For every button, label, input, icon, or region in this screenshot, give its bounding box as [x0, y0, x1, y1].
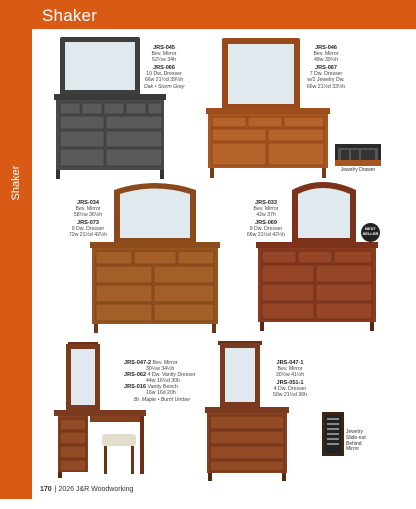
- product-dimensions: 72w 21½d 42½h: [68, 232, 108, 239]
- product-info-set1: [136, 45, 192, 90]
- jewelry-mirror-caption: [346, 430, 376, 453]
- caption-line: Slide-out: [346, 434, 366, 441]
- product-sku: JRS-034: [76, 200, 100, 206]
- product-description: Bev. Mirror: [253, 206, 279, 213]
- product-info-set5: [124, 360, 204, 403]
- side-tab: [0, 29, 32, 499]
- side-tab-label: Shaker: [10, 165, 22, 201]
- product-info-set2: [298, 45, 354, 90]
- product-sku: JRS-062: [124, 372, 147, 379]
- product-description: Vanity Bench: [147, 384, 178, 391]
- page-header: [0, 0, 416, 29]
- product-dimensions: 42w 37h: [256, 212, 276, 219]
- product-description: Bev. Mirror: [75, 206, 101, 213]
- product-info-set6: [262, 360, 318, 399]
- product-sku: JRS-073: [76, 220, 100, 227]
- product-description: 4 Dw. Vanity Dresser: [147, 372, 196, 379]
- product-dimensions: 48w 39½h: [314, 57, 338, 64]
- product-sku: JRS-033: [254, 200, 278, 206]
- product-sku: JRS-051-1: [276, 380, 304, 387]
- product-description: Bev. Mirror: [151, 51, 177, 58]
- jewelry-mirror-image: [322, 412, 344, 456]
- product-sku: JRS-067: [314, 65, 338, 72]
- product-finish: Br. Maple • Burnt Umber: [134, 396, 191, 403]
- product-dimensions: 66w 21½d 39½h: [144, 77, 184, 84]
- product-dimensions: 50w 21½d 36h: [272, 392, 308, 399]
- page-title: Shaker: [42, 6, 98, 25]
- page-footer: [40, 486, 133, 493]
- badge-line2: SELLER: [362, 230, 379, 236]
- product-dimensions: 30½w 34½h: [146, 366, 175, 373]
- caption-line: Mirror: [346, 446, 360, 453]
- product-dimensions: 66w 21½d 33½h: [306, 83, 346, 90]
- badge-line1: BEST: [365, 226, 376, 231]
- best-seller-badge: [361, 223, 380, 242]
- product-description: Bev. Mirror: [313, 51, 339, 58]
- product-sku: JRS-047-1: [276, 360, 304, 366]
- product-dimensions: 30½w 41½h: [275, 372, 305, 379]
- product-finish: Oak • Storm Grey: [143, 83, 185, 90]
- product-description: 4 Dw. Dresser: [273, 386, 307, 393]
- product-sku: JRS-047-2: [124, 360, 152, 366]
- product-dimensions: 44w 16½d 30h: [146, 378, 181, 385]
- product-sku: JRS-046: [314, 45, 338, 51]
- product-description: 9 Dw. Dresser: [71, 226, 105, 233]
- product-description: 7 Dw. Dresser: [309, 71, 343, 78]
- caption-line: Jewelry: [346, 429, 363, 435]
- product-sku: JRS-069: [254, 220, 278, 227]
- product-info-set4: [238, 200, 294, 239]
- product-sku: JRS-016: [124, 384, 147, 391]
- product-info-set3: [60, 200, 116, 239]
- product-sku: JRS-045: [152, 45, 176, 51]
- caption-line: Behind: [346, 440, 362, 447]
- product-dimensions: 52¼w 34h: [152, 57, 176, 64]
- footer-copyright: | 2026 J&R Woodworking: [54, 486, 134, 493]
- product-dimensions: 66w 21½d 42¼h: [246, 232, 286, 239]
- page-number: 170: [40, 486, 52, 493]
- product-dimensions: w/2 Jewelry Dw.: [307, 77, 345, 84]
- jewelry-drawer-caption: Jewelry Drawer: [340, 167, 376, 173]
- product-dimensions: 58½w 36½h: [73, 212, 103, 219]
- product-sku: JRS-066: [152, 65, 176, 72]
- jewelry-drawer-image: [335, 144, 381, 166]
- product-description: 9 Dw. Dresser: [249, 226, 283, 233]
- product-dimensions: 16w 16d 20h: [146, 390, 176, 397]
- product-description: Bev. Mirror: [277, 366, 303, 373]
- product-description: 10 Dw. Dresser: [146, 71, 182, 78]
- product-description: Bev. Mirror: [152, 360, 178, 366]
